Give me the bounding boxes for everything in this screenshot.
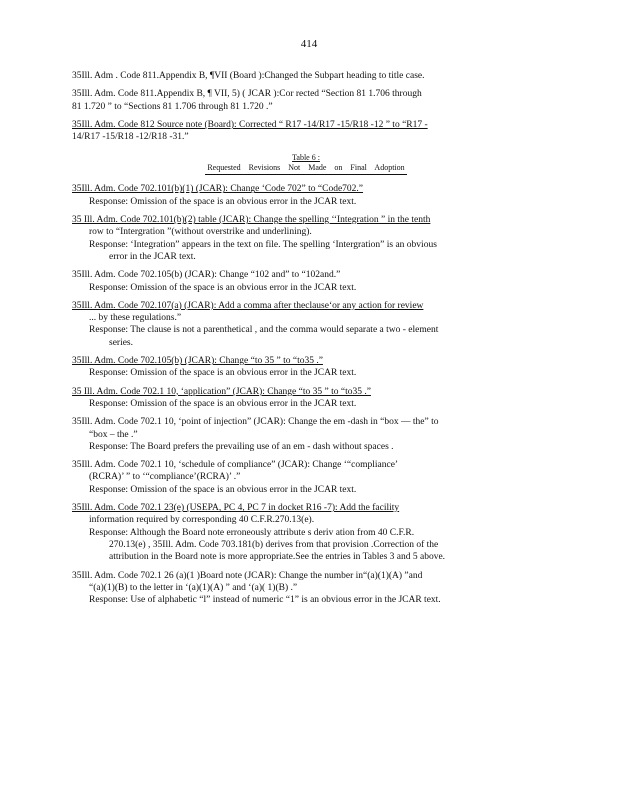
entry-citation-line (72, 416, 540, 428)
entry-text: 35Ill. Adm. Code 702.105(b) (JCAR): Change “to 35 ” to “to35 .” (72, 356, 323, 367)
entry-text: 35Ill. Adm. Code 702.1 23(e) (USEPA, PC 4, PC 7 in docket R16 -7): Add the facility (72, 503, 400, 514)
revision-entry (72, 300, 540, 349)
entry-citation-line (72, 88, 540, 100)
entry-text: 35Ill. Adm. Code 702.101(b)(1) (JCAR): Change ‘Code 702” to “Code702.” (72, 184, 364, 195)
revision-entry (72, 459, 540, 496)
entry-detail-line (72, 251, 540, 263)
revision-entry (72, 355, 540, 380)
entry-citation-line (72, 214, 540, 226)
entry-text: 35 Ill. Adm. Code 702.1 10, ‘application” (JCAR): Change “to 35 ” to “to35 .” (72, 386, 371, 397)
entry-detail-line (72, 239, 540, 251)
entry-detail-line (72, 196, 540, 208)
entry-text: 35Ill. Adm. Code 812 Source note (Board): Corrected “ R17 -14/R17 -15/R18 -12 ” to “R17 - (72, 119, 428, 130)
entry-detail-line (72, 484, 540, 496)
revision-entry (72, 88, 540, 113)
entry-citation-line (72, 355, 540, 367)
entry-text: Response: Use of alphabetic “l” instead of numeric “1” is an obvious error in the JCAR text. (89, 595, 441, 606)
entry-text: Response: The Board prefers the prevailing use of an em - dash without spaces . (89, 441, 394, 452)
entry-citation-line (72, 269, 540, 281)
entry-text: series. (109, 337, 134, 348)
entry-text: 270.13(e) , 35Ill. Adm. Code 703.181(b) derives from that provision .Correction of the (109, 539, 439, 550)
revision-entry (72, 214, 540, 263)
entry-citation-line (72, 386, 540, 398)
entry-detail-line (72, 226, 540, 238)
entry-text: Response: Omission of the space is an obvious error in the JCAR text. (89, 368, 357, 379)
revision-entry (72, 386, 540, 411)
entry-text: Response: Although the Board note erroneously attribute s deriv ation from 40 C.F.R. (89, 527, 415, 538)
entry-text: 35Ill. Adm. Code 702.1 10, ‘schedule of compliance” (JCAR): Change ‘“compliance’ (72, 460, 399, 471)
entry-detail-line (72, 101, 540, 113)
revision-entry (72, 416, 540, 453)
entry-text: “box – the .” (89, 429, 138, 440)
entry-detail-line (72, 429, 540, 441)
entry-text: Response: Omission of the space is an obvious error in the JCAR text. (89, 398, 357, 409)
revision-entry (72, 269, 540, 294)
entry-detail-line (72, 398, 540, 410)
entry-citation-line (72, 570, 540, 582)
revision-entry (72, 70, 540, 82)
entry-text: 35Ill. Adm. Code 811.Appendix B, ¶ VII, 5) ( JCAR ):Cor rected “Section 81 1.706 through (72, 89, 422, 100)
entry-text: 14/R17 -15/R18 -12/R18 -31.” (72, 132, 189, 143)
revision-entry (72, 502, 540, 563)
entry-citation-line (72, 119, 540, 131)
entry-citation-line (72, 70, 540, 82)
entry-detail-line (72, 282, 540, 294)
entry-text: attribution in the Board note is more appropriate.See the entries in Tables 3 and 5 above. (109, 552, 446, 563)
entry-text: 35Ill. Adm. Code 702.1 26 (a)(1 )Board note (JCAR): Change the number in“(a)(1)(A) ”and (72, 570, 423, 581)
entry-text: “(a)(1)(B) to the letter in ‘(a)(1)(A) ” and ‘(a)( 1)(B) .” (89, 582, 298, 593)
entry-citation-line (72, 183, 540, 195)
entry-text: error in the JCAR text. (109, 251, 196, 262)
entry-text: 35Ill. Adm. Code 702.1 10, ‘point of injection” (JCAR): Change the em -dash in “box — the” to (72, 417, 439, 428)
entry-detail-line (72, 527, 540, 539)
entry-text: Response: The clause is not a parenthetical , and the comma would separate a two - element (89, 325, 439, 336)
entry-text: 35Ill. Adm. Code 702.107(a) (JCAR): Add a comma after theclause‘or any action for review (72, 300, 424, 311)
entry-citation-line (72, 459, 540, 471)
entry-text: row to “Intergration ”(without overstrike and underlining). (89, 227, 312, 238)
entry-detail-line (72, 514, 540, 526)
entry-detail-line (72, 582, 540, 594)
entry-citation-line (72, 502, 540, 514)
entry-text: 35Ill. Adm . Code 811.Appendix B, ¶VII (Board ):Changed the Subpart heading to title case. (72, 71, 425, 81)
document-body (72, 70, 540, 612)
entry-text: information required by corresponding 40 C.F.R.270.13(e). (89, 515, 315, 526)
revision-entry (72, 119, 540, 144)
top-entries-section (72, 70, 540, 143)
entry-detail-line (72, 324, 540, 336)
entry-detail-line (72, 594, 540, 606)
entry-text: Response: ‘Integration” appears in the text on file. The spelling ‘Intergration” is an obvious (89, 239, 437, 250)
entry-detail-line (72, 551, 540, 563)
entry-text: Response: Omission of the space is an obvious error in the JCAR text. (89, 484, 357, 495)
entry-citation-line (72, 300, 540, 312)
entry-detail-line (72, 471, 540, 483)
entry-text: Response: Omission of the space is an obvious error in the JCAR text. (89, 282, 357, 293)
entry-detail-line (72, 312, 540, 324)
revision-entry (72, 570, 540, 607)
entry-text: (RCRA)’ ” to ‘“compliance’(RCRA)’ .” (89, 472, 241, 483)
entry-text: Response: Omission of the space is an obvious error in the JCAR text. (89, 196, 357, 207)
revision-entry (72, 183, 540, 208)
page-number: 414 (300, 38, 318, 50)
bottom-entries-section (72, 183, 540, 606)
entry-text: ... by these regulations.” (89, 313, 182, 324)
entry-text: 35Ill. Adm. Code 702.105(b) (JCAR): Change “102 and” to “102and.” (72, 270, 341, 281)
entry-detail-line (72, 367, 540, 379)
entry-text: 81 1.720 ” to “Sections 81 1.706 through 81 1.720 .” (72, 101, 273, 112)
table-title: Table 6 : (292, 153, 320, 163)
entry-detail-line (72, 337, 540, 349)
entry-detail-line (72, 131, 540, 143)
table-caption (72, 153, 540, 175)
entry-detail-line (72, 441, 540, 453)
entry-text: 35 Ill. Adm. Code 702.101(b)(2) table (JCAR): Change the spelling ‘‘Integration ” in the tenth (72, 215, 431, 226)
entry-detail-line (72, 539, 540, 551)
table-subtitle: Requested Revisions Not Made on Final Adoption (205, 163, 406, 175)
